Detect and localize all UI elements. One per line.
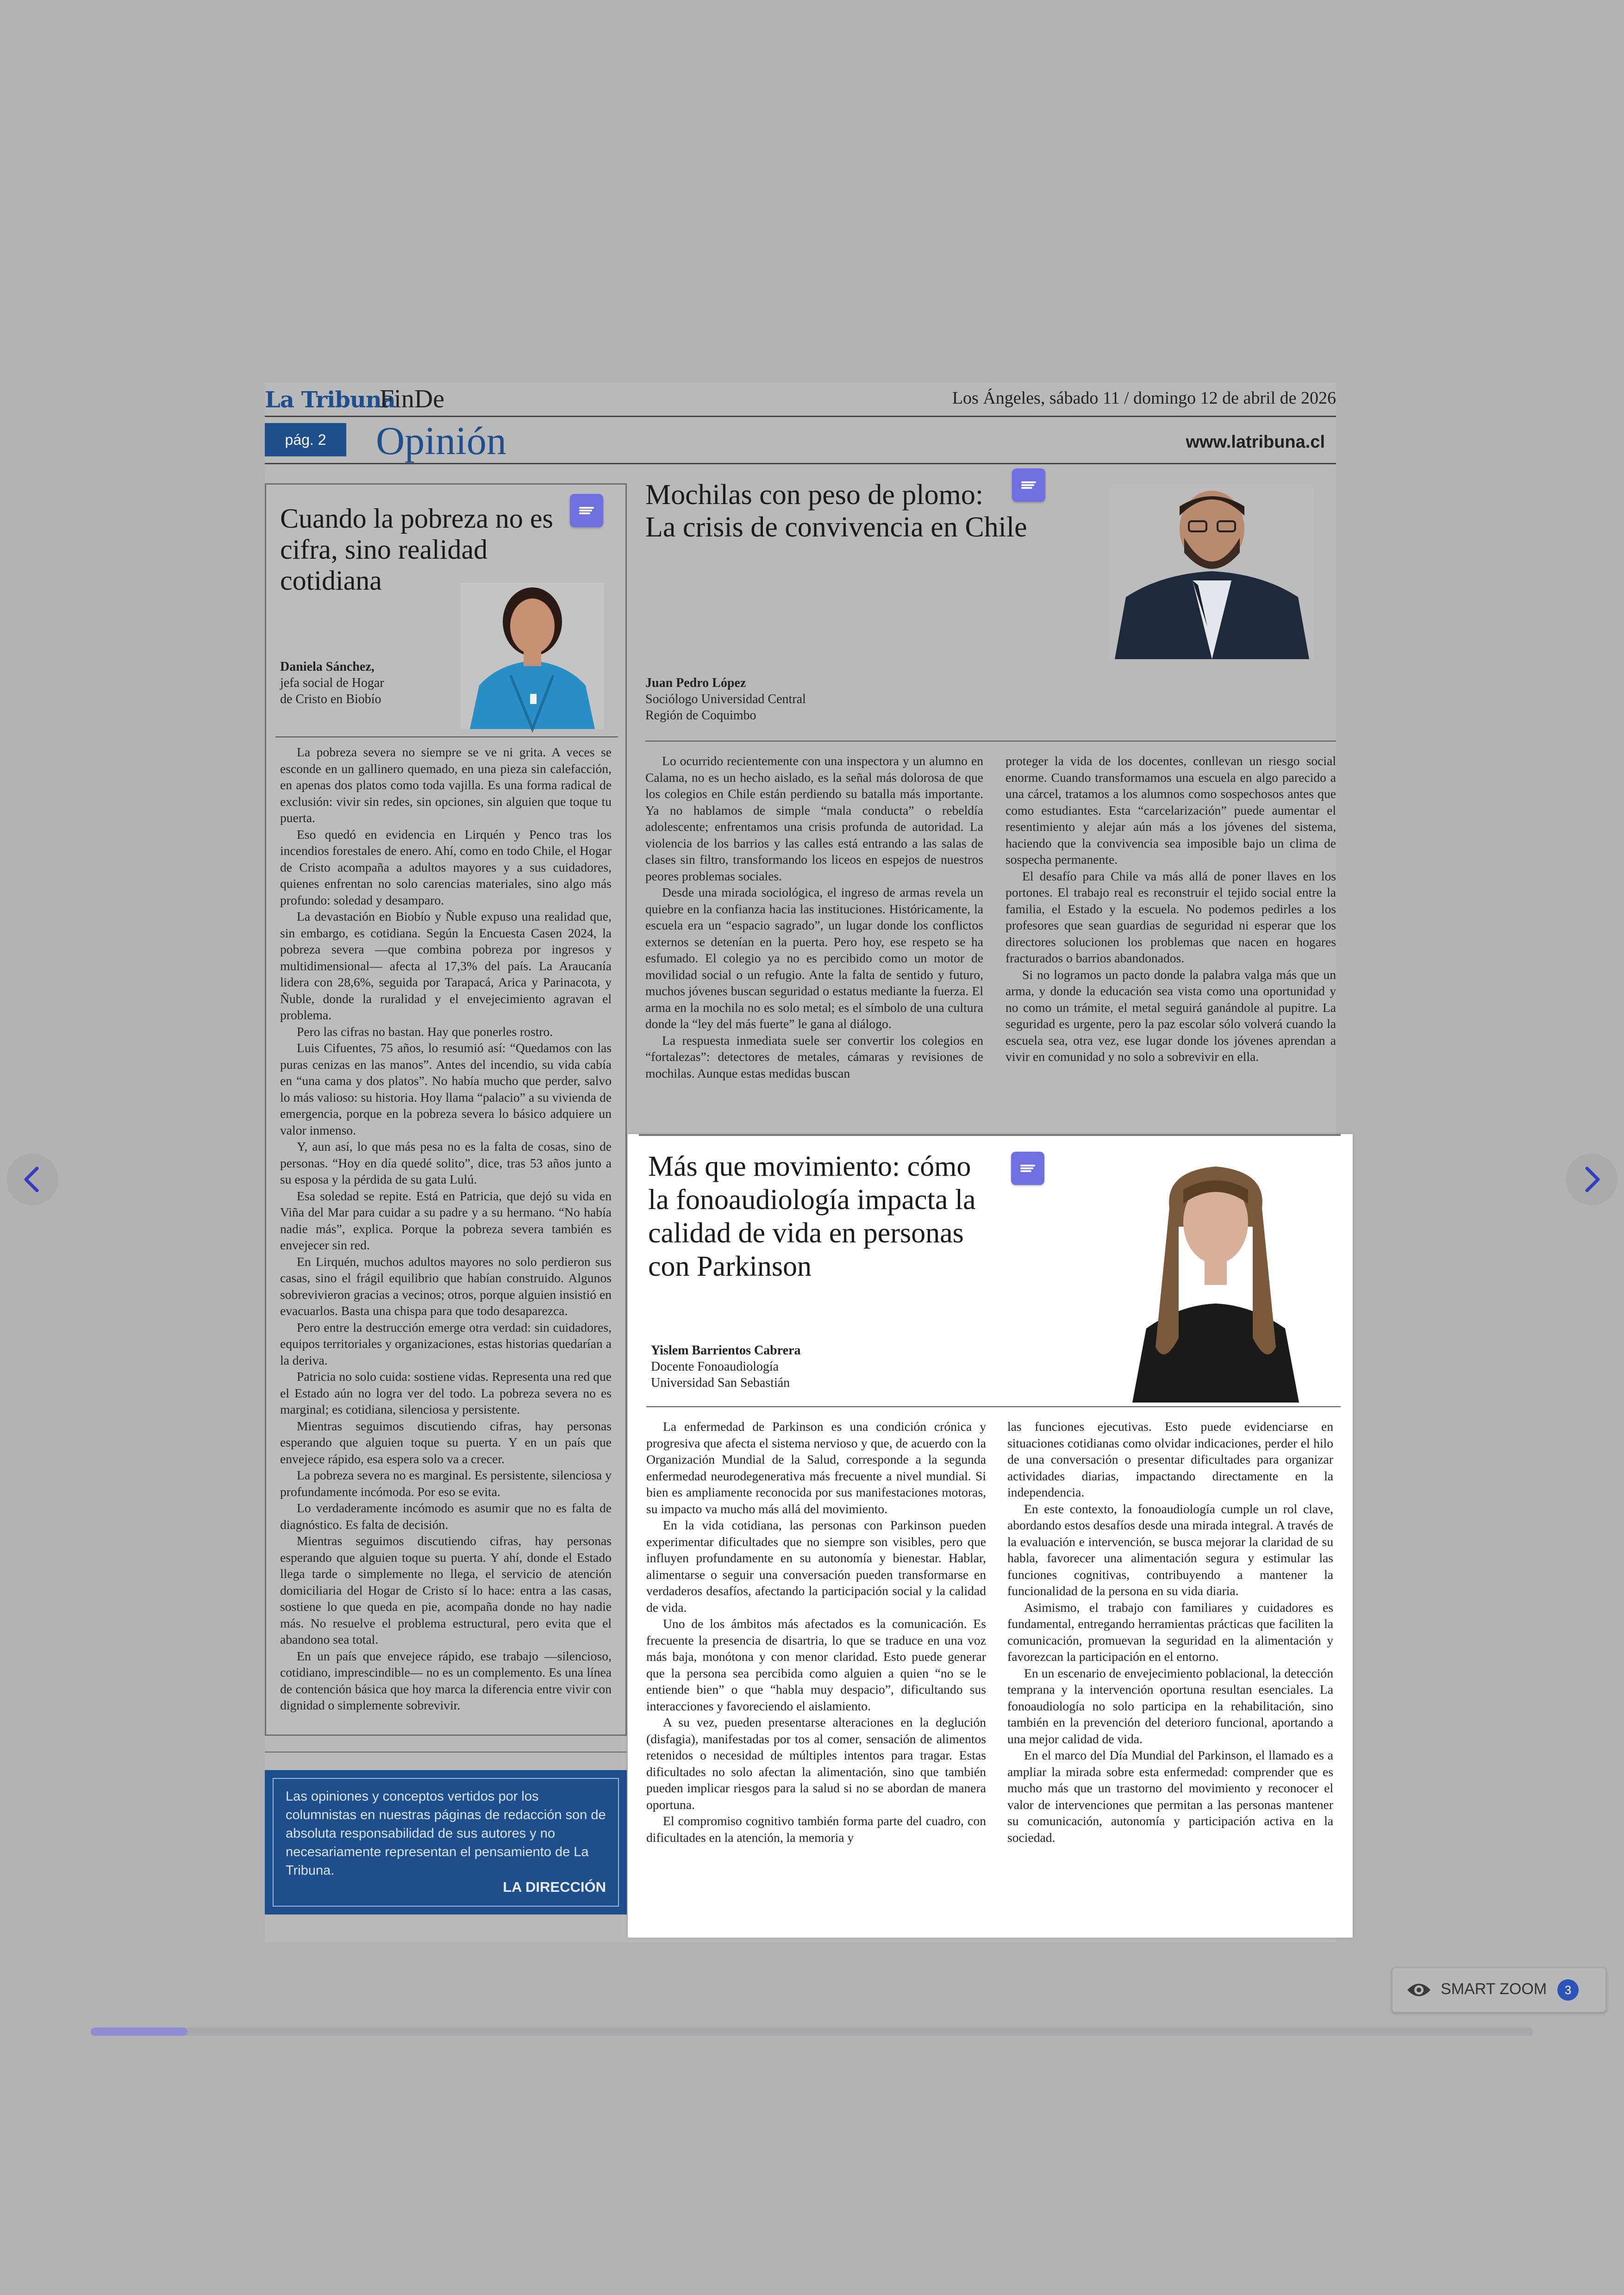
title-line: Mochilas con peso de plomo: bbox=[645, 479, 984, 511]
article-bottom-right-highlight[interactable] bbox=[628, 1134, 1353, 1938]
article-top-right-byline bbox=[645, 675, 877, 723]
paragraph: Lo ocurrido recientemente con una inspectora y un alumno en Calama, no es un hecho aislado, es la señal más dolorosa de que los colegios en Chile están perdiendo su batalla más importante. Ya no hablamos de simple “mala conducta” o rebeldía adolescente; enfrentamos una crisis profunda de autoridad. La violencia de los barrios y las calles está entrando a las salas de clases sin filtro, transformando los liceos en espejos de nuestros peores problemas sociales. bbox=[645, 754, 983, 883]
section-rule bbox=[265, 463, 1336, 464]
paragraph: El desafío para Chile va más allá de poner llaves en los portones. El trabajo real es reconstruir el tejido social entre la familia, el Estado y la escuela. No podemos pedirles a los profesores que sean guardias de seguridad ni esperar que los directores solucionen los problemas que nacen en hogares fracturados o barrios abandonados. bbox=[1006, 868, 1336, 965]
title-line: calidad de vida en personas bbox=[648, 1217, 964, 1249]
author-role: jefa social de Hogar bbox=[280, 676, 384, 690]
page-progress-fill bbox=[91, 2027, 187, 2036]
paragraph: Luis Cifuentes, 75 años, lo resumió así: “Quedamos con las puras cenizas en las manos”. Antes del incendio, su vida cabía en “una cama y dos platos”. No había mucho que perder, salvo lo más valioso: su historia. Hoy llama “palacio” a su vivienda de emergencia, porque en la pobreza severa lo básico adquiere un valor inmenso. bbox=[280, 1041, 612, 1137]
paragraph: A su vez, pueden presentarse alteraciones en la deglución (disfagia), manifestadas por tos al comer, sensación de alimentos retenidos o necesidad de múltiples intentos para tragar. Estas dificultades no solo afectan la alimentación, sino que también pueden implicar riesgos para la salud si no se abordan de manera oportuna. bbox=[646, 1715, 986, 1812]
author-photo bbox=[461, 583, 604, 729]
paragraph: La pobreza severa no siempre se ve ni grita. A veces se esconde en un gallinero quemado, en una pieza sin calefacción, en apenas dos platos como toda vajilla. Es una forma radical de exclusión: vivir sin redes, sin opciones, sin alguien que toque tu puerta. bbox=[280, 745, 612, 825]
page-number-badge: pág. 2 bbox=[265, 423, 346, 456]
paragraph: En la vida cotidiana, las personas con Parkinson pueden experimentar dificultades que no siempre son visibles, pero que influyen profundamente en su autonomía y bienestar. Hablar, alimentarse o seguir una conversación pueden transformarse en verdaderos desafíos, afectando la participación social y la calidad de vida. bbox=[646, 1518, 986, 1615]
smart-zoom-label: SMART ZOOM bbox=[1441, 1980, 1547, 1998]
section-title: Opinión bbox=[376, 418, 506, 463]
byline-rule bbox=[646, 1406, 1341, 1407]
paragraph: En Lirquén, muchos adultos mayores no solo perdieron sus casas, sino el frágil equilibrio que habían construido. Algunos sobrevivieron gracias a vecinos; otros, porque alguien insistió en evacuarlos. Basta una chispa para que todo desaparezca. bbox=[280, 1254, 612, 1318]
paragraph: Pero las cifras no bastan. Hay que ponerles rostro. bbox=[297, 1024, 553, 1039]
article-top-right-col2 bbox=[1006, 753, 1336, 1064]
chevron-left-icon bbox=[6, 1154, 58, 1205]
title-line: la fonoaudiología impacta la bbox=[648, 1184, 976, 1216]
paragraph: Asimismo, el trabajo con familiares y cuidadores es fundamental, entregando herramientas prácticas que faciliten la comunicación, promuevan la seguridad en la alimentación y favorezcan la participación en el entorno. bbox=[1007, 1600, 1333, 1664]
author-role: Región de Coquimbo bbox=[645, 708, 756, 723]
paragraph: Lo verdaderamente incómodo es asumir que no es falta de diagnóstico. Es falta de decisión. bbox=[280, 1501, 612, 1532]
eye-icon bbox=[1405, 1979, 1432, 2001]
paragraph: La pobreza severa no es marginal. Es persistente, silenciosa y profundamente incómoda. Por eso se evita. bbox=[280, 1468, 612, 1499]
note-icon[interactable] bbox=[1011, 1152, 1044, 1185]
paragraph: Uno de los ámbitos más afectados es la comunicación. Es frecuente la presencia de disartria, lo que se traduce en una voz más baja, monótona y con menor claridad. Esto puede generar que la persona sea percibida como alguien a quien “no se le entiende bien” o que “habla muy despacio”, dificultando sus interacciones y favoreciendo el aislamiento. bbox=[646, 1616, 986, 1713]
article-left-title: Cuando la pobreza no es cifra, sino realidad cotidiana bbox=[280, 503, 553, 596]
disclaimer-frame bbox=[273, 1778, 619, 1907]
smart-zoom-count-badge: 3 bbox=[1557, 1979, 1579, 2001]
smart-zoom-button[interactable] bbox=[1392, 1967, 1606, 2013]
author-photo bbox=[1114, 1153, 1318, 1403]
paragraph: El compromiso cognitivo también forma parte del cuadro, con dificultades en la atención, la memoria y bbox=[646, 1814, 986, 1845]
newspaper-page bbox=[265, 382, 1336, 1942]
title-line: con Parkinson bbox=[648, 1251, 812, 1282]
article-bottom-right-title bbox=[648, 1150, 1028, 1283]
author-photo bbox=[1110, 488, 1314, 659]
paragraph: Mientras seguimos discutiendo cifras, hay personas esperando que alguien toque su puerta. Y en un país que envejece rápido, esa espera solo va a crecer. bbox=[280, 1418, 612, 1466]
page-progress-bar[interactable] bbox=[91, 2027, 1533, 2036]
paragraph: Desde una mirada sociológica, el ingreso de armas revela un quiebre en la confianza hacia las instituciones. Históricamente, la escuela era un “espacio sagrado”, un lugar donde los conflictos externos se detenían en la puerta. Pero hoy, ese respeto se ha esfumado. El colegio ya no es percibido como un motor de movilidad social o un refugio. Ante la falta de sentido y futuro, muchos jóvenes buscan seguridad o estatus mediante la fuerza. El arma en la mochila no es solo metal; es el símbolo de una cultura donde la “ley del más fuerte” le gana al diálogo. bbox=[645, 885, 983, 1031]
newspaper-logo: La Tribuna bbox=[265, 387, 395, 413]
paragraph: las funciones ejecutivas. Esto puede evidenciarse en situaciones cotidianas como olvidar indicaciones, perder el hilo de una conversación o presentar dificultades para organizar actividades diarias, impactando directamente en la independencia. bbox=[1007, 1419, 1333, 1499]
title-line: La crisis de convivencia en Chile bbox=[645, 511, 1027, 543]
paragraph: proteger la vida de los docentes, conllevan un riesgo social enorme. Cuando transformamos una escuela en algo parecido a una cárcel, tratamos a los alumnos como sospechosos antes que como estudiantes. Esta “carcelarización” puede aumentar el resentimiento y alejar aún más a los jóvenes del sistema, haciendo que la convivencia sea imposible bajo un clima de sospecha permanente. bbox=[1006, 754, 1336, 867]
author-name: Daniela Sánchez, bbox=[280, 660, 375, 674]
website-url: www.latribuna.cl bbox=[1186, 432, 1325, 452]
paragraph: Mientras seguimos discutiendo cifras, hay personas esperando que alguien toque su puerta. Y ahí, donde el Estado llega tarde o simplemente no llega, el servicio de atención domiciliaria del Hogar de Cristo sí lo hace: entra a las casas, sostiene lo que queda en pie, acompaña donde no hay nadie más. No resuelve el problema estructural, pero evita que el abandono sea total. bbox=[280, 1534, 612, 1646]
paragraph: Esa soledad se repite. Está en Patricia, que dejó su vida en Viña del Mar para cuidar a su padre y a su hermano. “No había nadie más”, explica. Porque la pobreza severa también es envejecer sin red. bbox=[280, 1188, 612, 1252]
paragraph: La devastación en Biobío y Ñuble expuso una realidad que, sin embargo, es cotidiana. Según la Encuesta Casen 2024, la pobreza severa —que combina pobreza por ingresos y multidimensional— afecta al 17,3% del país. La Araucanía lidera con 28,6%, seguida por Tarapacá, Arica y Parinacota, y Ñuble, donde la ruralidad y el envejecimiento agravan el problema. bbox=[280, 909, 612, 1022]
article-top-right-col1 bbox=[645, 753, 983, 1080]
paragraph: La respuesta inmediata suele ser convertir los colegios en “fortalezas”: detectores de metales, cámaras y revisiones de mochilas. Aunque estas medidas buscan bbox=[645, 1033, 983, 1080]
article-top-rule bbox=[639, 1134, 1341, 1136]
article-left-body bbox=[280, 744, 612, 1721]
paragraph: En un país que envejece rápido, ese trabajo —silencioso, cotidiano, imprescindible— no es un complemento. Es una línea de contención básica que hoy marca la diferencia entre vivir con dignidad o simplemente sobrevivir. bbox=[280, 1648, 612, 1712]
paragraph: Eso quedó en evidencia en Lirquén y Penco tras los incendios forestales de enero. Ahí, como en todo Chile, el Hogar de Cristo acompaña a adultos mayores y a sus cuidadores, quienes enfrentan no solo carencias materiales, sino algo más profundo: soledad y desamparo. bbox=[280, 827, 612, 907]
author-name: Juan Pedro López bbox=[645, 676, 746, 690]
author-role: Sociólogo Universidad Central bbox=[645, 692, 806, 706]
article-bottom-right-byline bbox=[651, 1342, 882, 1391]
paragraph: En este contexto, la fonoaudiología cumple un rol clave, abordando estos desafíos desde una mirada integral. A través de la evaluación e intervención, se busca mejorar la claridad de su habla, favorecer una alimentación segura y estimular las funciones cognitivas, contribuyendo a mantener la funcionalidad de la persona en su vida diaria. bbox=[1007, 1501, 1333, 1598]
article-bottom-right-col2 bbox=[1007, 1418, 1333, 1932]
previous-page-button[interactable] bbox=[6, 1154, 58, 1205]
disclaimer-text: Las opiniones y conceptos vertidos por los columnistas en nuestras páginas de redacción son de absoluta responsabilidad de sus autores y no necesariamente representan el pensamiento de La Tribuna. bbox=[286, 1789, 606, 1878]
title-line: Más que movimiento: cómo bbox=[648, 1151, 971, 1182]
article-left-byline bbox=[280, 659, 419, 707]
author-role: Docente Fonoaudiología bbox=[651, 1360, 779, 1374]
masthead-rule bbox=[265, 416, 1336, 417]
editorial-disclaimer bbox=[265, 1770, 627, 1915]
byline-rule bbox=[645, 741, 1336, 742]
paragraph: Pero entre la destrucción emerge otra verdad: sin cuidadores, equipos territoriales y organizaciones, estas historias quedarían a la deriva. bbox=[280, 1320, 612, 1367]
article-left bbox=[265, 483, 627, 1736]
paragraph: Patricia no solo cuida: sostiene vidas. Representa una red que el Estado aún no logra ver del todo. La pobreza severa no es marginal; es cotidiana, silenciosa y persistente. bbox=[280, 1369, 612, 1416]
note-icon[interactable] bbox=[1012, 468, 1045, 502]
author-role: Universidad San Sebastián bbox=[651, 1376, 790, 1390]
note-icon[interactable] bbox=[570, 494, 603, 527]
paragraph: Si no logramos un pacto donde la palabra valga más que un arma, y donde la educación sea vista como una oportunidad y no como un trámite, el metal seguirá ganándole al pupitre. La seguridad es urgente, pero la paz escolar sólo volverá cuando la escuela sea, otra vez, ese lugar donde los jóvenes aprendan a vivir en comunidad y no solo a sobrevivir en ella. bbox=[1006, 967, 1336, 1064]
paragraph: Y, aun así, lo que más pesa no es la falta de cosas, sino de personas. “Hoy en día quedé solito”, dice, tras 53 años junto a su esposa y la pérdida de su gata Lulú. bbox=[280, 1139, 612, 1186]
edition-name: FinDe bbox=[380, 385, 444, 413]
article-bottom-right-col1 bbox=[646, 1418, 986, 1932]
next-page-button[interactable] bbox=[1566, 1154, 1618, 1205]
issue-date: Los Ángeles, sábado 11 / domingo 12 de abril de 2026 bbox=[952, 388, 1336, 408]
paragraph: En el marco del Día Mundial del Parkinson, el llamado es a ampliar la mirada sobre esta enfermedad: comprender que es mucho más que un trastorno del movimiento y reconocer el valor de intervenciones que permitan a las personas mantener su comunicación, autonomía y participación activa en la sociedad. bbox=[1007, 1748, 1333, 1845]
paragraph: La enfermedad de Parkinson es una condición crónica y progresiva que afecta el sistema nervioso y que, de acuerdo con la Organización Mundial de la Salud, corresponde a la segunda enfermedad neurodegenerativa más frecuente a nivel mundial. Si bien es ampliamente reconocida por sus manifestaciones motoras, su impacto va mucho más allá del movimiento. bbox=[646, 1419, 986, 1516]
chevron-right-icon bbox=[1566, 1154, 1618, 1205]
author-role: de Cristo en Biobío bbox=[280, 692, 381, 706]
author-name: Yislem Barrientos Cabrera bbox=[651, 1343, 801, 1358]
disclaimer-signature: LA DIRECCIÓN bbox=[503, 1879, 606, 1895]
byline-rule bbox=[275, 736, 618, 737]
paragraph: En un escenario de envejecimiento poblacional, la detección temprana y la intervención oportuna resultan esenciales. La fonoaudiología no solo participa en la rehabilitación, sino también en la prevención del deterioro funcional, aportando a una mejor calidad de vida. bbox=[1007, 1665, 1333, 1746]
